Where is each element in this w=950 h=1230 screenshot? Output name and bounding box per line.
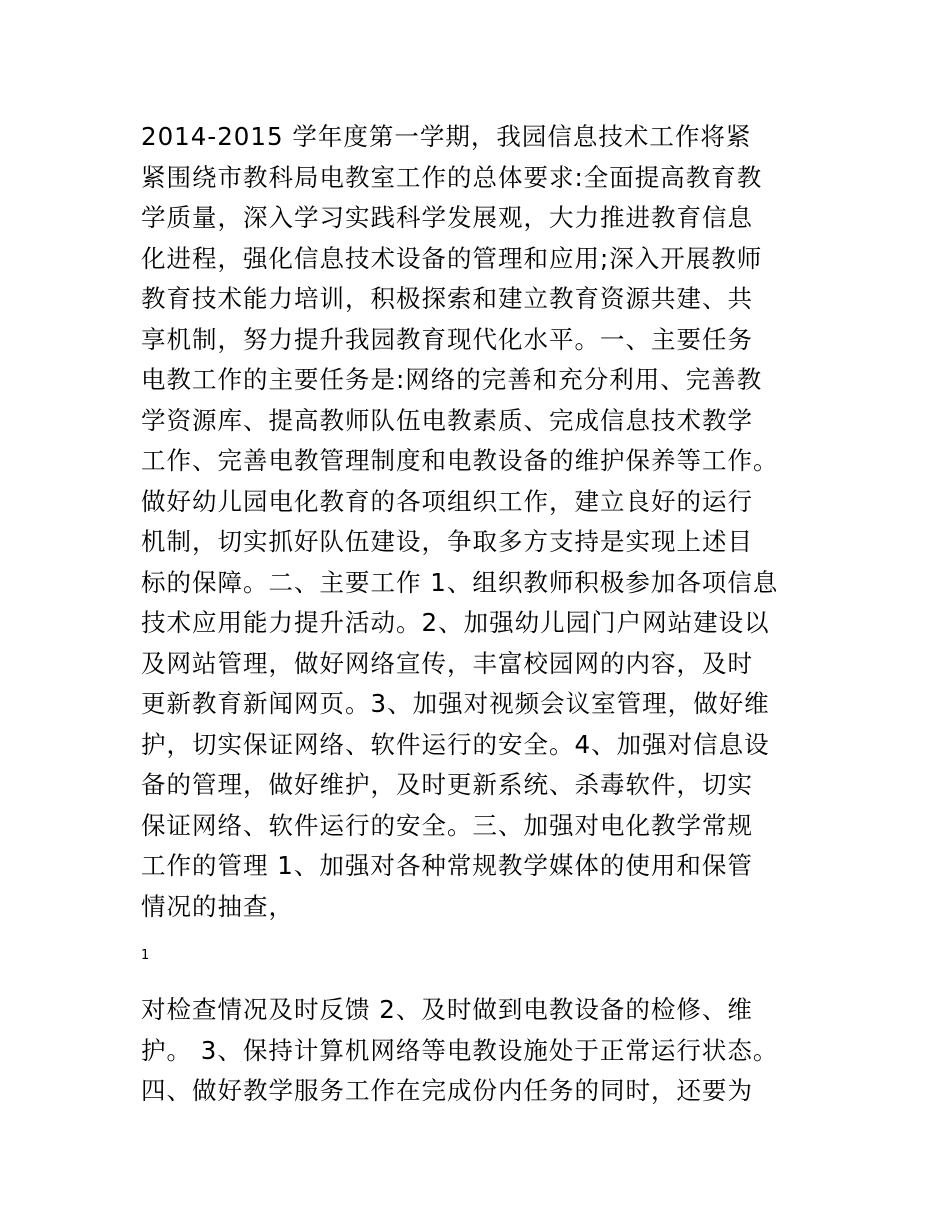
text-line: 电教工作的主要任务是:网络的完善和充分利用、完善教 [141, 365, 763, 394]
text-line: 2014-2015 学年度第一学期，我园信息技术工作将紧 [141, 122, 752, 151]
page-1-text-block [141, 117, 831, 927]
text-line: 化进程，强化信息技术设备的管理和应用;深入开展教师 [141, 243, 763, 273]
text-line: 学资源库、提高教师队伍电教素质、完成信息技术教学 [141, 405, 753, 435]
text-line: 情况的抽查， [141, 891, 294, 921]
text-line: 更新教育新闻网页。3、加强对视频会议室管理，做好维 [141, 689, 770, 718]
text-line: 享机制，努力提升我园教育现代化水平。一、主要任务 [141, 324, 753, 354]
text-line: 教育技术能力培训，积极探索和建立教育资源共建、共 [141, 284, 753, 313]
text-line: 护。 3、保持计算机网络等电教设施处于正常运行状态。 [141, 1035, 779, 1065]
text-line: 做好幼儿园电化教育的各项组织工作，建立良好的运行 [141, 486, 753, 516]
text-line: 保证网络、软件运行的安全。三、加强对电化教学常规 [141, 810, 753, 840]
text-line: 标的保障。二、主要工作 1、组织教师积极参加各项信息 [141, 567, 779, 597]
text-line: 及网站管理，做好网络宣传，丰富校园网的内容，及时 [141, 648, 753, 678]
text-line: 紧围绕市教科局电教室工作的总体要求:全面提高教育教 [141, 162, 763, 192]
page-number: 1 [141, 948, 150, 963]
text-line: 工作的管理 1、加强对各种常规教学媒体的使用和保管 [141, 851, 753, 880]
text-line: 学质量，深入学习实践科学发展观，大力推进教育信息 [141, 203, 753, 232]
text-line: 护，切实保证网络、软件运行的安全。4、加强对信息设 [141, 729, 770, 759]
text-line: 对检查情况及时反馈 2、及时做到电教设备的检修、维 [141, 995, 753, 1024]
text-line: 技术应用能力提升活动。2、加强幼儿园门户网站建设以 [141, 608, 770, 637]
page-2-text-block [141, 990, 831, 1112]
text-line: 四、做好教学服务工作在完成份内任务的同时，还要为 [141, 1076, 753, 1105]
text-line: 工作、完善电教管理制度和电教设备的维护保养等工作。 [141, 446, 779, 475]
text-line: 备的管理，做好维护，及时更新系统、杀毒软件，切实 [141, 770, 753, 799]
text-line: 机制，切实抓好队伍建设，争取多方支持是实现上述目 [141, 527, 753, 556]
